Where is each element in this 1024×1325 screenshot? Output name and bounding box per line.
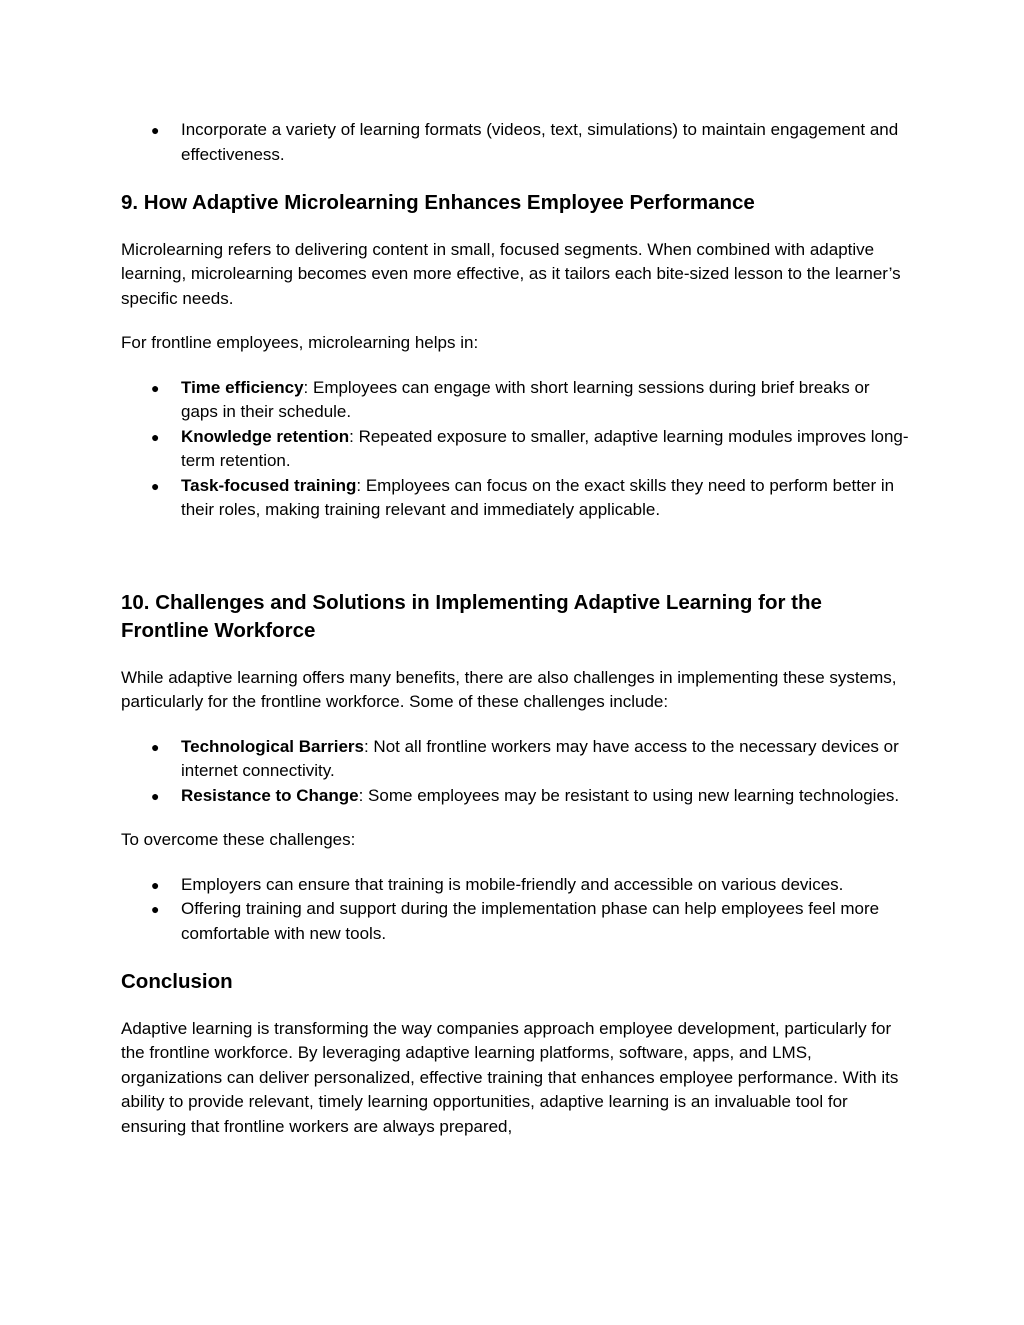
section-9-paragraph-2: For frontline employees, microlearning helps in: [121, 333, 479, 352]
list-item [121, 735, 911, 784]
list-item-term: Resistance to Change [181, 785, 359, 805]
document-page [121, 118, 911, 1139]
list-item [121, 897, 911, 946]
list-item [121, 873, 911, 898]
top-bullet-list [121, 118, 911, 167]
bullet-icon: ● [151, 379, 160, 396]
challenges-bullet-list [121, 735, 911, 809]
section-9-paragraph-1: Microlearning refers to delivering content in small, focused segments. When combined with adaptive learning, microlearning becomes even more effective, as it tailors each bite-sized lesson to the learner’s specific needs. [121, 239, 901, 308]
section-9-heading: 9. How Adaptive Microlearning Enhances Employee Performance [121, 191, 755, 214]
bullet-icon: ● [151, 901, 160, 917]
list-item-text: : Not all frontline workers may have access to the necessary devices or internet connectivity. [181, 736, 899, 780]
list-item-term: Task-focused training [181, 475, 357, 495]
bullet-icon: ● [151, 428, 160, 445]
solutions-bullet-list [121, 873, 911, 947]
bullet-icon: ● [151, 787, 160, 804]
list-item-term: Knowledge retention [181, 426, 350, 446]
list-item-text: : Employees can engage with short learning sessions during brief breaks or gaps in their schedule. [181, 377, 870, 421]
list-item-text: : Employees can focus on the exact skills they need to perform better in their roles, making training relevant and immediately applicable. [181, 475, 895, 519]
list-item-term: Technological Barriers [181, 736, 364, 756]
section-10-paragraph-2: To overcome these challenges: [121, 830, 356, 849]
section-9-bullet-list [121, 376, 911, 523]
list-item [121, 425, 911, 474]
list-item [121, 118, 911, 167]
bullet-icon: ● [151, 477, 160, 494]
bullet-icon: ● [151, 738, 160, 755]
list-item-text: : Some employees may be resistant to using new learning technologies. [358, 785, 900, 805]
conclusion-heading: Conclusion [121, 970, 233, 993]
list-item [121, 376, 911, 425]
bullet-icon: ● [151, 876, 160, 893]
list-item [121, 474, 911, 523]
section-10-heading: 10. Challenges and Solutions in Implementing Adaptive Learning for the Frontline Workforce [121, 590, 822, 642]
bullet-icon: ● [151, 122, 160, 138]
section-10-paragraph-1: While adaptive learning offers many benefits, there are also challenges in implementing these systems, particularly for the frontline workforce. Some of these challenges include: [121, 667, 897, 711]
conclusion-paragraph: Adaptive learning is transforming the way companies approach employee development, particularly for the frontline workforce. By leveraging adaptive learning platforms, software, apps, and LMS, organizations can deliver personalized, effective training that enhances employee performance. With its ability to provide relevant, timely learning opportunities, adaptive learning is an invaluable tool for ensuring that frontline workers are always prepared, [121, 1018, 899, 1136]
list-item-term: Time efficiency [181, 377, 304, 397]
list-item-text: : Repeated exposure to smaller, adaptive learning modules improves long-term retention. [181, 426, 909, 470]
list-item-text: Employers can ensure that training is mobile-friendly and accessible on various devices. [181, 874, 844, 894]
list-item-text: Incorporate a variety of learning formats (videos, text, simulations) to maintain engagement and effectiveness. [181, 120, 899, 164]
list-item-text: Offering training and support during the implementation phase can help employees feel more comfortable with new tools. [181, 899, 880, 943]
list-item [121, 784, 911, 809]
